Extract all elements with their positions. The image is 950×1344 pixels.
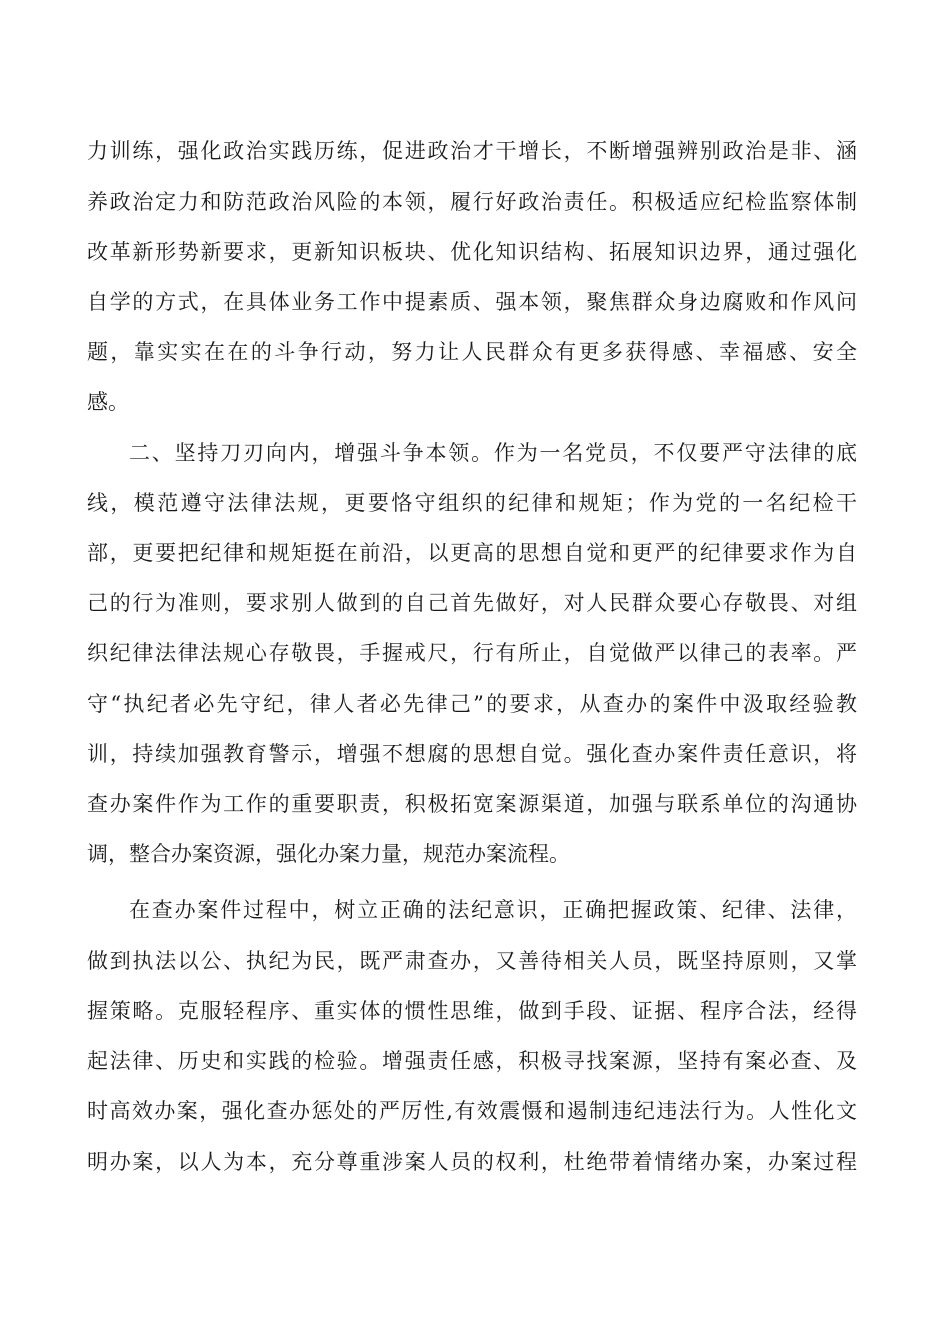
paragraph-line: 改革新形势新要求，更新知识板块、优化知识结构、拓展知识边界，通过强化 <box>87 240 857 264</box>
paragraph-line: 感。 <box>87 390 129 414</box>
paragraph-line: 起法律、历史和实践的检验。增强责任感，积极寻找案源，坚持有案必查、及 <box>87 1049 857 1073</box>
paragraph-line: 查办案件作为工作的重要职责，积极拓宽案源渠道，加强与联系单位的沟通协 <box>87 792 857 816</box>
paragraph-line: 守“执纪者必先守纪，律人者必先律己”的要求，从查办的案件中汲取经验教 <box>87 692 857 716</box>
paragraph-line: 调，整合办案资源，强化办案力量，规范办案流程。 <box>87 842 570 866</box>
paragraph-line: 明办案，以人为本，充分尊重涉案人员的权利，杜绝带着情绪办案，办案过程 <box>87 1150 857 1174</box>
paragraph-line: 题，靠实实在在的斗争行动，努力让人民群众有更多获得感、幸福感、安全 <box>87 340 857 364</box>
paragraph-line: 训，持续加强教育警示，增强不想腐的思想自觉。强化查办案件责任意识，将 <box>87 742 857 766</box>
paragraph-line: 织纪律法律法规心存敬畏，手握戒尺，行有所止，自觉做严以律己的表率。严 <box>87 641 857 665</box>
paragraph-line: 己的行为准则，要求别人做到的自己首先做好，对人民群众要心存敬畏、对组 <box>87 591 857 615</box>
paragraph-line: 线，模范遵守法律法规，更要恪守组织的纪律和规矩；作为党的一名纪检干 <box>87 491 857 515</box>
paragraph-line: 部，更要把纪律和规矩挺在前沿，以更高的思想自觉和更严的纪律要求作为自 <box>87 541 857 565</box>
paragraph-line: 做到执法以公、执纪为民，既严肃查办，又善待相关人员，既坚持原则，又掌 <box>87 949 857 973</box>
paragraph-line: 在查办案件过程中，树立正确的法纪意识，正确把握政策、纪律、法律， <box>129 898 857 922</box>
paragraph-line: 自学的方式，在具体业务工作中提素质、强本领，聚焦群众身边腐败和作风问 <box>87 290 857 314</box>
paragraph-line: 力训练，强化政治实践历练，促进政治才干增长，不断增强辨别政治是非、涵 <box>87 139 857 163</box>
paragraph-line: 握策略。克服轻程序、重实体的惯性思维，做到手段、证据、程序合法，经得 <box>87 999 857 1023</box>
paragraph-line: 养政治定力和防范政治风险的本领，履行好政治责任。积极适应纪检监察体制 <box>87 190 857 214</box>
paragraph-line: 二、坚持刀刃向内，增强斗争本领。作为一名党员，不仅要严守法律的底 <box>129 441 857 465</box>
paragraph-line: 时高效办案，强化查办惩处的严厉性,有效震慑和遏制违纪违法行为。人性化文 <box>87 1099 857 1123</box>
